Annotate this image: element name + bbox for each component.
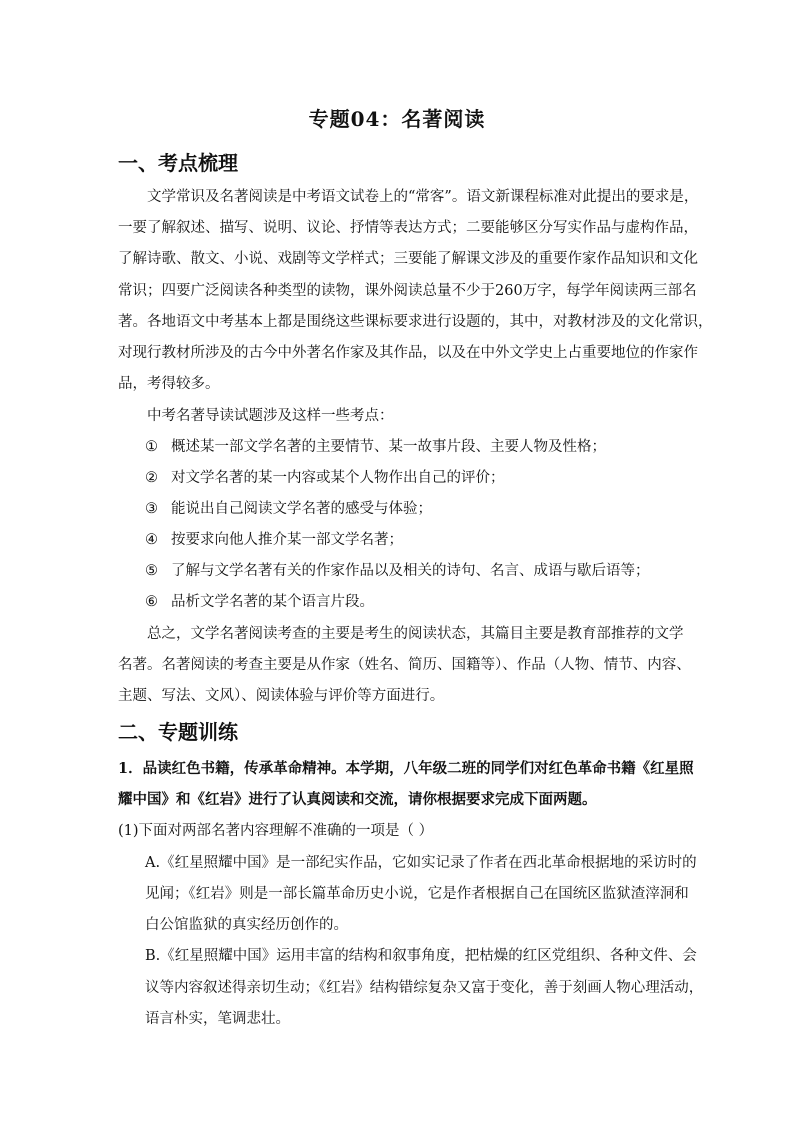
intro-line-4: 常识；四要广泛阅读各种类型的读物，课外阅读总量不少于260万字，每学年阅读两三部名 xyxy=(118,283,697,299)
option-b-line-1: B.《红星照耀中国》运用丰富的结构和叙事角度，把枯燥的红区党组织、各种文件、会 xyxy=(145,948,697,964)
intro-line-1: 文学常识及名著阅读是中考语文试卷上的“常客”。语文新课程标准对此提出的要求是， xyxy=(147,189,699,205)
point-number: ① xyxy=(145,439,158,455)
option-a-line-2: 见闻；《红岩》则是一部长篇革命历史小说，它是作者根据自己在国统区监狱渣滓洞和 xyxy=(145,886,689,902)
point-number: ② xyxy=(145,470,158,486)
point-number: ⑥ xyxy=(145,594,158,610)
page-title: 专题04：名著阅读 xyxy=(308,107,486,131)
point-number: ④ xyxy=(145,532,158,548)
question-1-line-1: 1．品读红色书籍，传承革命精神。本学期，八年级二班的同学们对红色革命书籍《红星照 xyxy=(118,760,694,777)
option-a-line-3: 白公馆监狱的真实经历创作的。 xyxy=(145,917,348,933)
intro-line-3: 了解诗歌、散文、小说、戏剧等文学样式；三要能了解课文涉及的重要作家作品知识和文化 xyxy=(118,251,698,267)
point-number: ⑤ xyxy=(145,563,158,579)
point-text: 概述某一部文学名著的主要情节、某一故事片段、主要人物及性格； xyxy=(171,439,606,455)
points-intro: 中考名著导读试题涉及这样一些考点： xyxy=(147,408,394,424)
point-text: 对文学名著的某一内容或某个人物作出自己的评价； xyxy=(171,470,505,486)
summary-line-1: 总之，文学名著阅读考查的主要是考生的阅读状态，其篇目主要是教育部推荐的文学 xyxy=(147,626,684,642)
point-text: 能说出自己阅读文学名著的感受与体验； xyxy=(171,501,432,517)
sub-question-1: (1)下面对两部名著内容理解不准确的一项是（ ） xyxy=(118,823,434,839)
section-heading-1: 一、考点梳理 xyxy=(118,151,238,175)
intro-line-7: 品，考得较多。 xyxy=(118,376,220,392)
option-b-line-3: 语言朴实，笔调悲壮。 xyxy=(145,1011,290,1027)
option-a-line-1: A.《红星照耀中国》是一部纪实作品，它如实记录了作者在西北革命根据地的采访时的 xyxy=(145,855,697,871)
point-item xyxy=(145,466,505,487)
intro-line-6: 对现行教材所涉及的古今中外著名作家及其作品，以及在中外文学史上占重要地位的作家作 xyxy=(118,345,698,361)
point-item xyxy=(145,559,650,580)
summary-line-2: 名著。名著阅读的考查主要是从作家（姓名、简历、国籍等）、作品（人物、情节、内容、 xyxy=(118,657,691,673)
question-1-line-2: 耀中国》和《红岩》进行了认真阅读和交流，请你根据要求完成下面两题。 xyxy=(118,791,597,808)
point-text: 按要求向他人推介某一部文学名著； xyxy=(171,532,403,548)
point-item xyxy=(145,497,432,518)
point-item xyxy=(145,435,606,456)
point-text: 了解与文学名著有关的作家作品以及相关的诗句、名言、成语与歇后语等； xyxy=(171,563,650,579)
option-b-line-2: 议等内容叙述得亲切生动；《红岩》结构错综复杂又富于变化，善于刻画人物心理活动， xyxy=(145,980,704,996)
section-heading-2: 二、专题训练 xyxy=(118,720,238,744)
intro-line-5: 著。各地语文中考基本上都是围绕这些课标要求进行设题的，其中，对教材涉及的文化常识， xyxy=(118,314,713,330)
point-item xyxy=(145,528,403,549)
point-text: 品析文学名著的某个语言片段。 xyxy=(171,594,374,610)
point-number: ③ xyxy=(145,501,158,517)
intro-line-2: 一要了解叙述、描写、说明、议论、抒情等表达方式；二要能够区分写实作品与虚构作品， xyxy=(118,220,698,236)
point-item xyxy=(145,590,374,611)
summary-line-3: 主题、写法、文风）、阅读体验与评价等方面进行。 xyxy=(118,688,445,704)
